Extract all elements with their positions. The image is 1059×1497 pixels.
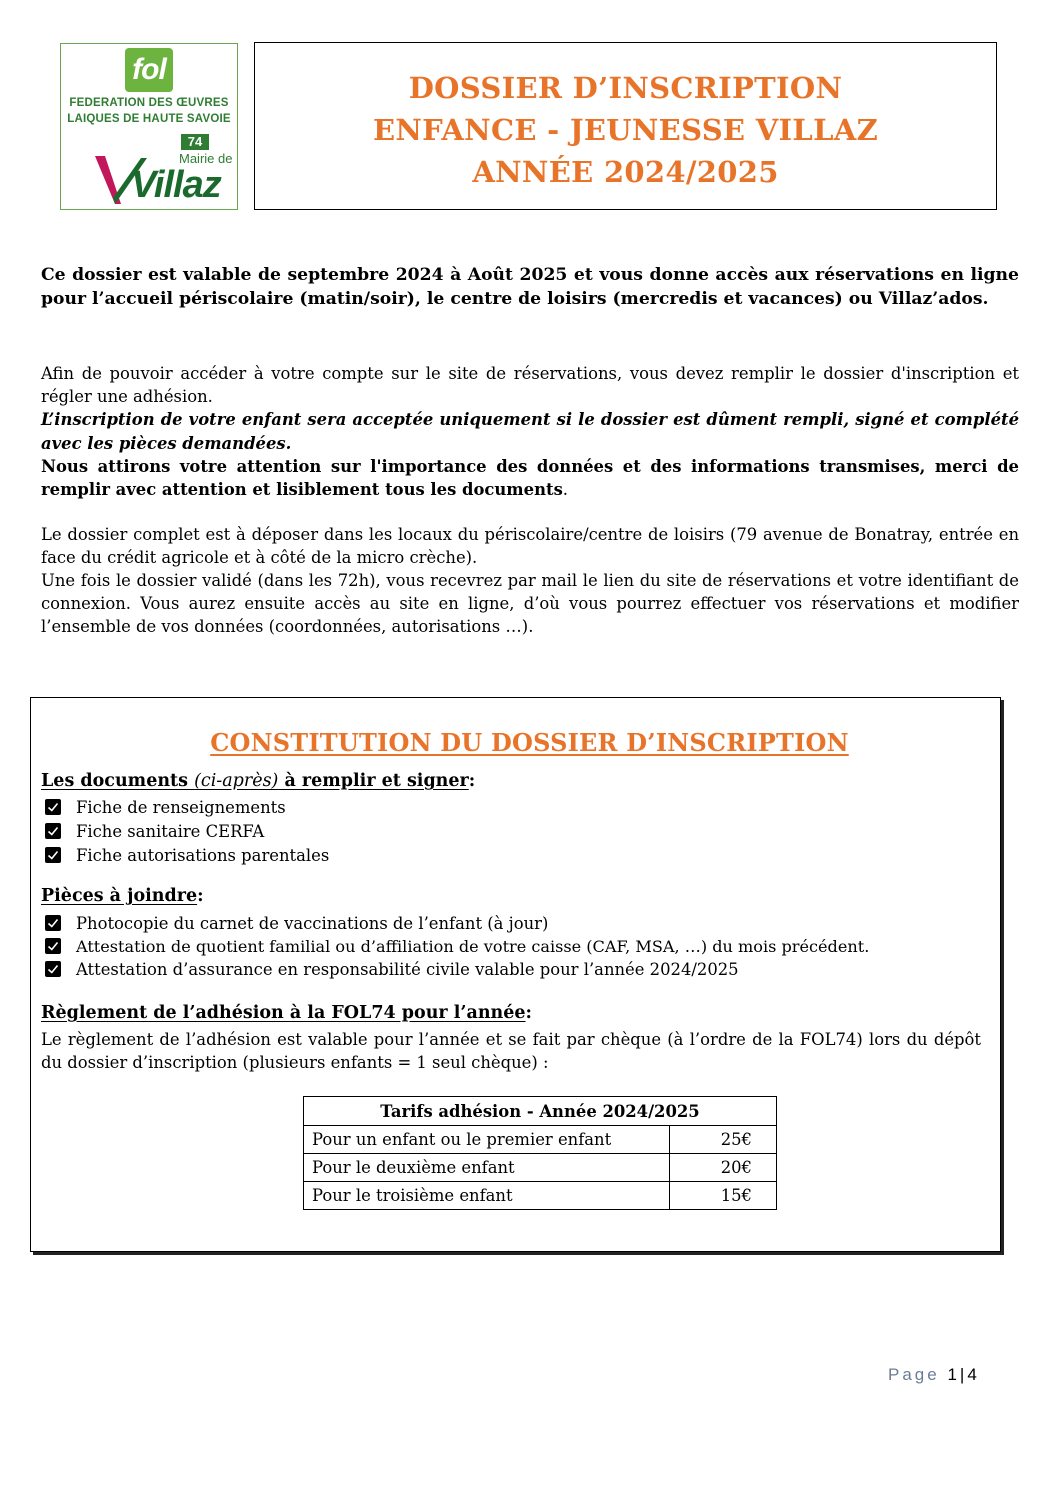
constitution-title: CONSTITUTION DU DOSSIER D’INSCRIPTION: [210, 728, 849, 757]
checkbox-icon: [45, 823, 61, 839]
table-cell-label: Pour le deuxième enfant: [304, 1154, 670, 1182]
intro-p2-normal: Afin de pouvoir accéder à votre compte sur le site de réservations, vous devez remplir le dossier d'inscription et régler une adhésion.: [41, 364, 1019, 407]
checkbox-icon: [45, 961, 61, 977]
document-item-label: Fiche autorisations parentales: [76, 846, 330, 865]
intro-p2-bold: Nous attirons votre attention sur l'importance des données et des informations transmises, merci de remplir avec attention et lisiblement tous les documents: [41, 456, 1019, 500]
piece-item-label: Attestation de quotient familial ou d’affiliation de votre caisse (CAF, MSA, …) du mois précédent.: [76, 937, 870, 956]
reglement-text: Le règlement de l’adhésion est valable pour l’année et se fait par chèque (à l’ordre de la FOL74) lors du dépôt du dossier d’inscription (plusieurs enfants = 1 seul chèque) :: [41, 1030, 981, 1073]
piece-item-label: Photocopie du carnet de vaccinations de l’enfant (à jour): [76, 914, 549, 933]
table-cell-label: Pour un enfant ou le premier enfant: [304, 1126, 670, 1154]
table-header-row: [304, 1097, 777, 1126]
documents-heading: [41, 771, 475, 791]
checkbox-icon: [45, 799, 61, 815]
document-item: [45, 796, 286, 819]
page-number: 1: [947, 1365, 957, 1384]
pieces-heading-text: Pièces à joindre: [41, 886, 198, 906]
piece-item: [45, 912, 548, 935]
title-line-1: DOSSIER D’INSCRIPTION: [408, 71, 843, 105]
table-row: [304, 1182, 777, 1210]
piece-item: [45, 935, 869, 958]
piece-item: [45, 958, 739, 981]
table-header: Tarifs adhésion - Année 2024/2025: [304, 1097, 777, 1126]
table-cell-price: 20€: [670, 1154, 777, 1182]
documents-heading-a: Les documents: [41, 771, 195, 791]
document-item-label: Fiche de renseignements: [76, 798, 286, 817]
intro-paragraph-1: Ce dossier est valable de septembre 2024 à Août 2025 et vous donne accès aux réservations en ligne pour l’accueil périscolaire (matin/soir), le centre de loisirs (mercredis et vacances) ou Villaz’ados.: [41, 265, 1019, 309]
reglement-heading-tail: :: [525, 1003, 533, 1023]
piece-item-label: Attestation d’assurance en responsabilité civile valable pour l’année 2024/2025: [76, 960, 739, 979]
documents-heading-tail: :: [468, 771, 476, 791]
table-row: [304, 1154, 777, 1182]
reglement-heading-text: Règlement de l’adhésion à la FOL74 pour l’année: [41, 1003, 526, 1023]
logo-mairie-text: Mairie de: [179, 151, 233, 166]
intro-paragraph-4: Une fois le dossier validé (dans les 72h), vous recevrez par mail le lien du site de réservations et votre identifiant de connexion. Vous aurez ensuite accès au site en ligne, d’où vous pourrez effectuer vos réservations et modifier l’ensemble de vos données (coordonnées, autorisations …).: [41, 571, 1019, 637]
table-row: [304, 1126, 777, 1154]
page-separator: |: [959, 1365, 965, 1384]
title-line-2: ENFANCE - JEUNESSE VILLAZ: [372, 113, 879, 147]
villaz-logo-block: [61, 132, 238, 210]
fol-mark: fol: [125, 48, 173, 92]
page-footer: [888, 1365, 977, 1385]
tarifs-table: [303, 1096, 777, 1210]
fol-logo-block: [61, 44, 238, 132]
pieces-heading-tail: :: [197, 886, 204, 906]
table-cell-label: Pour le troisième enfant: [304, 1182, 670, 1210]
page-total: 4: [967, 1365, 977, 1384]
logo-74-badge: 74: [181, 134, 209, 150]
documents-heading-c: à remplir et signer: [278, 771, 469, 791]
intro-p2-bold-italic: L’inscription de votre enfant sera acceptée uniquement si le dossier est dûment rempli, signé et complété avec les pièces demandées.: [41, 410, 1019, 453]
pieces-heading: [41, 886, 204, 906]
checkbox-icon: [45, 847, 61, 863]
logo-villaz-text: Villaz: [131, 164, 221, 206]
checkbox-icon: [45, 915, 61, 931]
logo-line-2: LAIQUES DE HAUTE SAVOIE: [67, 113, 231, 125]
document-item: [45, 820, 264, 843]
table-cell-price: 25€: [670, 1126, 777, 1154]
documents-heading-b: (ci-après): [194, 771, 279, 791]
reglement-heading: [41, 1003, 532, 1023]
logo-line-1: FEDERATION DES ŒUVRES: [69, 97, 229, 109]
document-item-label: Fiche sanitaire CERFA: [76, 822, 265, 841]
table-cell-price: 15€: [670, 1182, 777, 1210]
intro-paragraph-3: Le dossier complet est à déposer dans les locaux du périscolaire/centre de loisirs (79 avenue de Bonatray, entrée en face du crédit agricole et à côté de la micro crèche).: [41, 525, 1019, 568]
title-line-3: ANNÉE 2024/2025: [472, 155, 779, 189]
fol-villaz-logo: [60, 43, 238, 210]
page-word: Page: [888, 1365, 940, 1384]
document-item: [45, 844, 329, 867]
title-box: [254, 42, 997, 210]
intro-paragraph-2: [41, 362, 1019, 501]
intro-p2-end: .: [562, 480, 569, 500]
checkbox-icon: [45, 938, 61, 954]
